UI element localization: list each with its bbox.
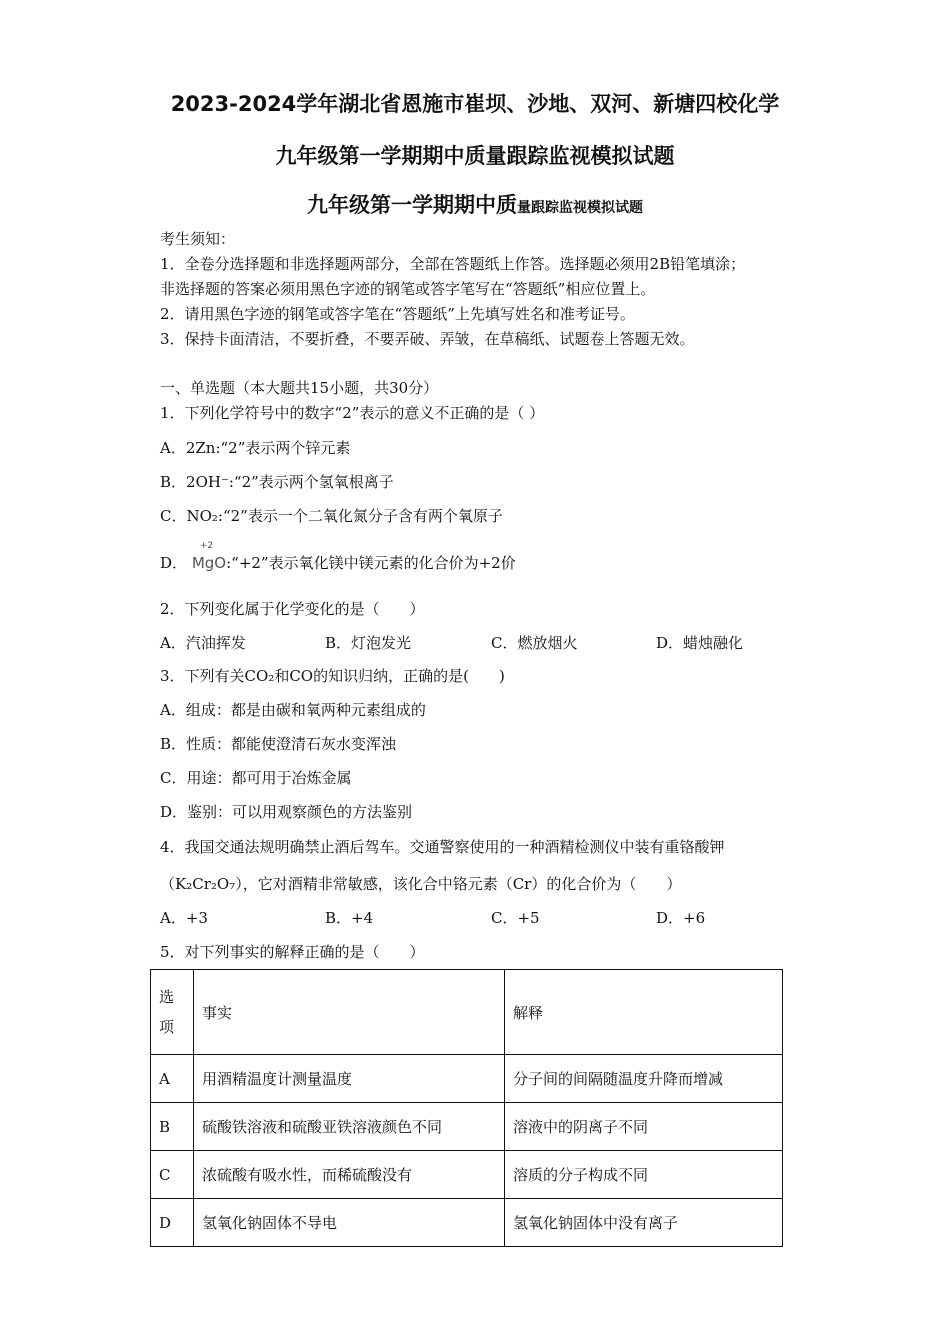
table-row [151,1199,783,1247]
q4-option-c: C．+5 [491,909,540,927]
q1-option-d [160,541,516,573]
row-key: C [151,1151,194,1199]
header-key-cell [151,970,194,1055]
q1-option-a: A．2Zn:“2”表示两个锌元素 [160,439,351,457]
q4-option-d: D．+6 [656,909,706,927]
notice-item-3: 3．保持卡面清洁，不要折叠，不要弄破、弄皱，在草稿纸、试题卷上答题无效。 [160,330,695,348]
title-line-2: 九年级第一学期期中质量跟踪监视模拟试题 [275,144,675,168]
table-row [151,1151,783,1199]
notice-item-1b: 非选择题的答案必须用黑色字迹的钢笔或答字笔写在“答题纸”相应位置上。 [160,280,656,298]
q3-option-a: A．组成：都是由碳和氧两种元素组成的 [160,701,426,719]
title-line-3-small: 量跟踪监视模拟试题 [517,200,643,216]
notice-item-1a: 1．全卷分选择题和非选择题两部分，全部在答题纸上作答。选择题必须用2B铅笔填涂； [160,255,746,273]
facts-table [150,969,783,1247]
row-fact: 氢氧化钠固体不导电 [194,1199,505,1247]
row-explain: 溶液中的阴离子不同 [505,1103,783,1151]
table-row [151,1103,783,1151]
q3-option-d: D．鉴别：可以用观察颜色的方法鉴别 [160,803,413,821]
title-line-1: 2023-2024学年湖北省恩施市崔坝、沙地、双河、新塘四校化学 [170,92,780,116]
q2-option-a: A．汽油挥发 [160,634,246,652]
notice-item-2: 2．请用黑色字迹的钢笔或答字笔在“答题纸”上先填写姓名和准考证号。 [160,305,635,323]
row-fact: 硫酸铁溶液和硫酸亚铁溶液颜色不同 [194,1103,505,1151]
header-explain: 解释 [505,970,783,1055]
q1-stem: 1．下列化学符号中的数字“2”表示的意义不正确的是（ ） [160,404,545,422]
q4-option-b: B．+4 [325,909,374,927]
header-key [159,982,174,1042]
header-fact: 事实 [194,970,505,1055]
q3-option-b: B．性质：都能使澄清石灰水变浑浊 [160,735,397,753]
q5-stem: 5．对下列事实的解释正确的是（ ） [160,943,425,961]
q4-stem-b: （K₂Cr₂O₇），它对酒精非常敏感，该化合中铬元素（Cr）的化合价为（ ） [160,875,682,893]
q4-option-a: A．+3 [160,909,208,927]
row-explain: 溶质的分子构成不同 [505,1151,783,1199]
q2-stem: 2．下列变化属于化学变化的是（ ） [160,600,425,618]
notice-heading: 考生须知： [160,230,236,248]
row-key: A [151,1055,194,1103]
row-fact: 浓硫酸有吸水性，而稀硫酸没有 [194,1151,505,1199]
row-fact: 用酒精温度计测量温度 [194,1055,505,1103]
q1-option-d-prefix: D． [160,554,188,572]
q2-option-b: B．灯泡发光 [325,634,412,652]
table-row [151,1055,783,1103]
q2-option-d: D．蜡烛融化 [656,634,744,652]
mgo-text: MgO [191,554,227,572]
header-key-1: 选 [159,988,175,1006]
row-explain: 氢氧化钠固体中没有离子 [505,1199,783,1247]
q3-option-c: C．用途：都可用于冶炼金属 [160,769,352,787]
q2-option-c: C．燃放烟火 [491,634,578,652]
row-key: B [151,1103,194,1151]
q1-option-d-text: :“+2”表示氧化镁中镁元素的化合价为+2价 [226,554,516,572]
title-line-3-large: 九年级第一学期期中质 [307,193,517,217]
valence-mark: +2 [199,541,214,551]
q1-option-b: B．2OH⁻:“2”表示两个氢氧根离子 [160,473,394,491]
q3-stem: 3．下列有关CO₂和CO的知识归纳，正确的是( ) [160,667,505,685]
mgo-formula [191,541,227,572]
q1-option-c: C．NO₂:“2”表示一个二氧化氮分子含有两个氧原子 [160,507,503,525]
table-header-row [151,970,783,1055]
title-line-3 [0,189,950,219]
section-heading: 一、单选题（本大题共15小题，共30分） [160,379,439,397]
q4-stem-a: 4．我国交通法规明确禁止酒后驾车。交通警察使用的一种酒精检测仪中装有重铬酸钾 [160,838,725,856]
header-key-2: 项 [159,1018,175,1036]
row-key: D [151,1199,194,1247]
row-explain: 分子间的间隔随温度升降而增减 [505,1055,783,1103]
